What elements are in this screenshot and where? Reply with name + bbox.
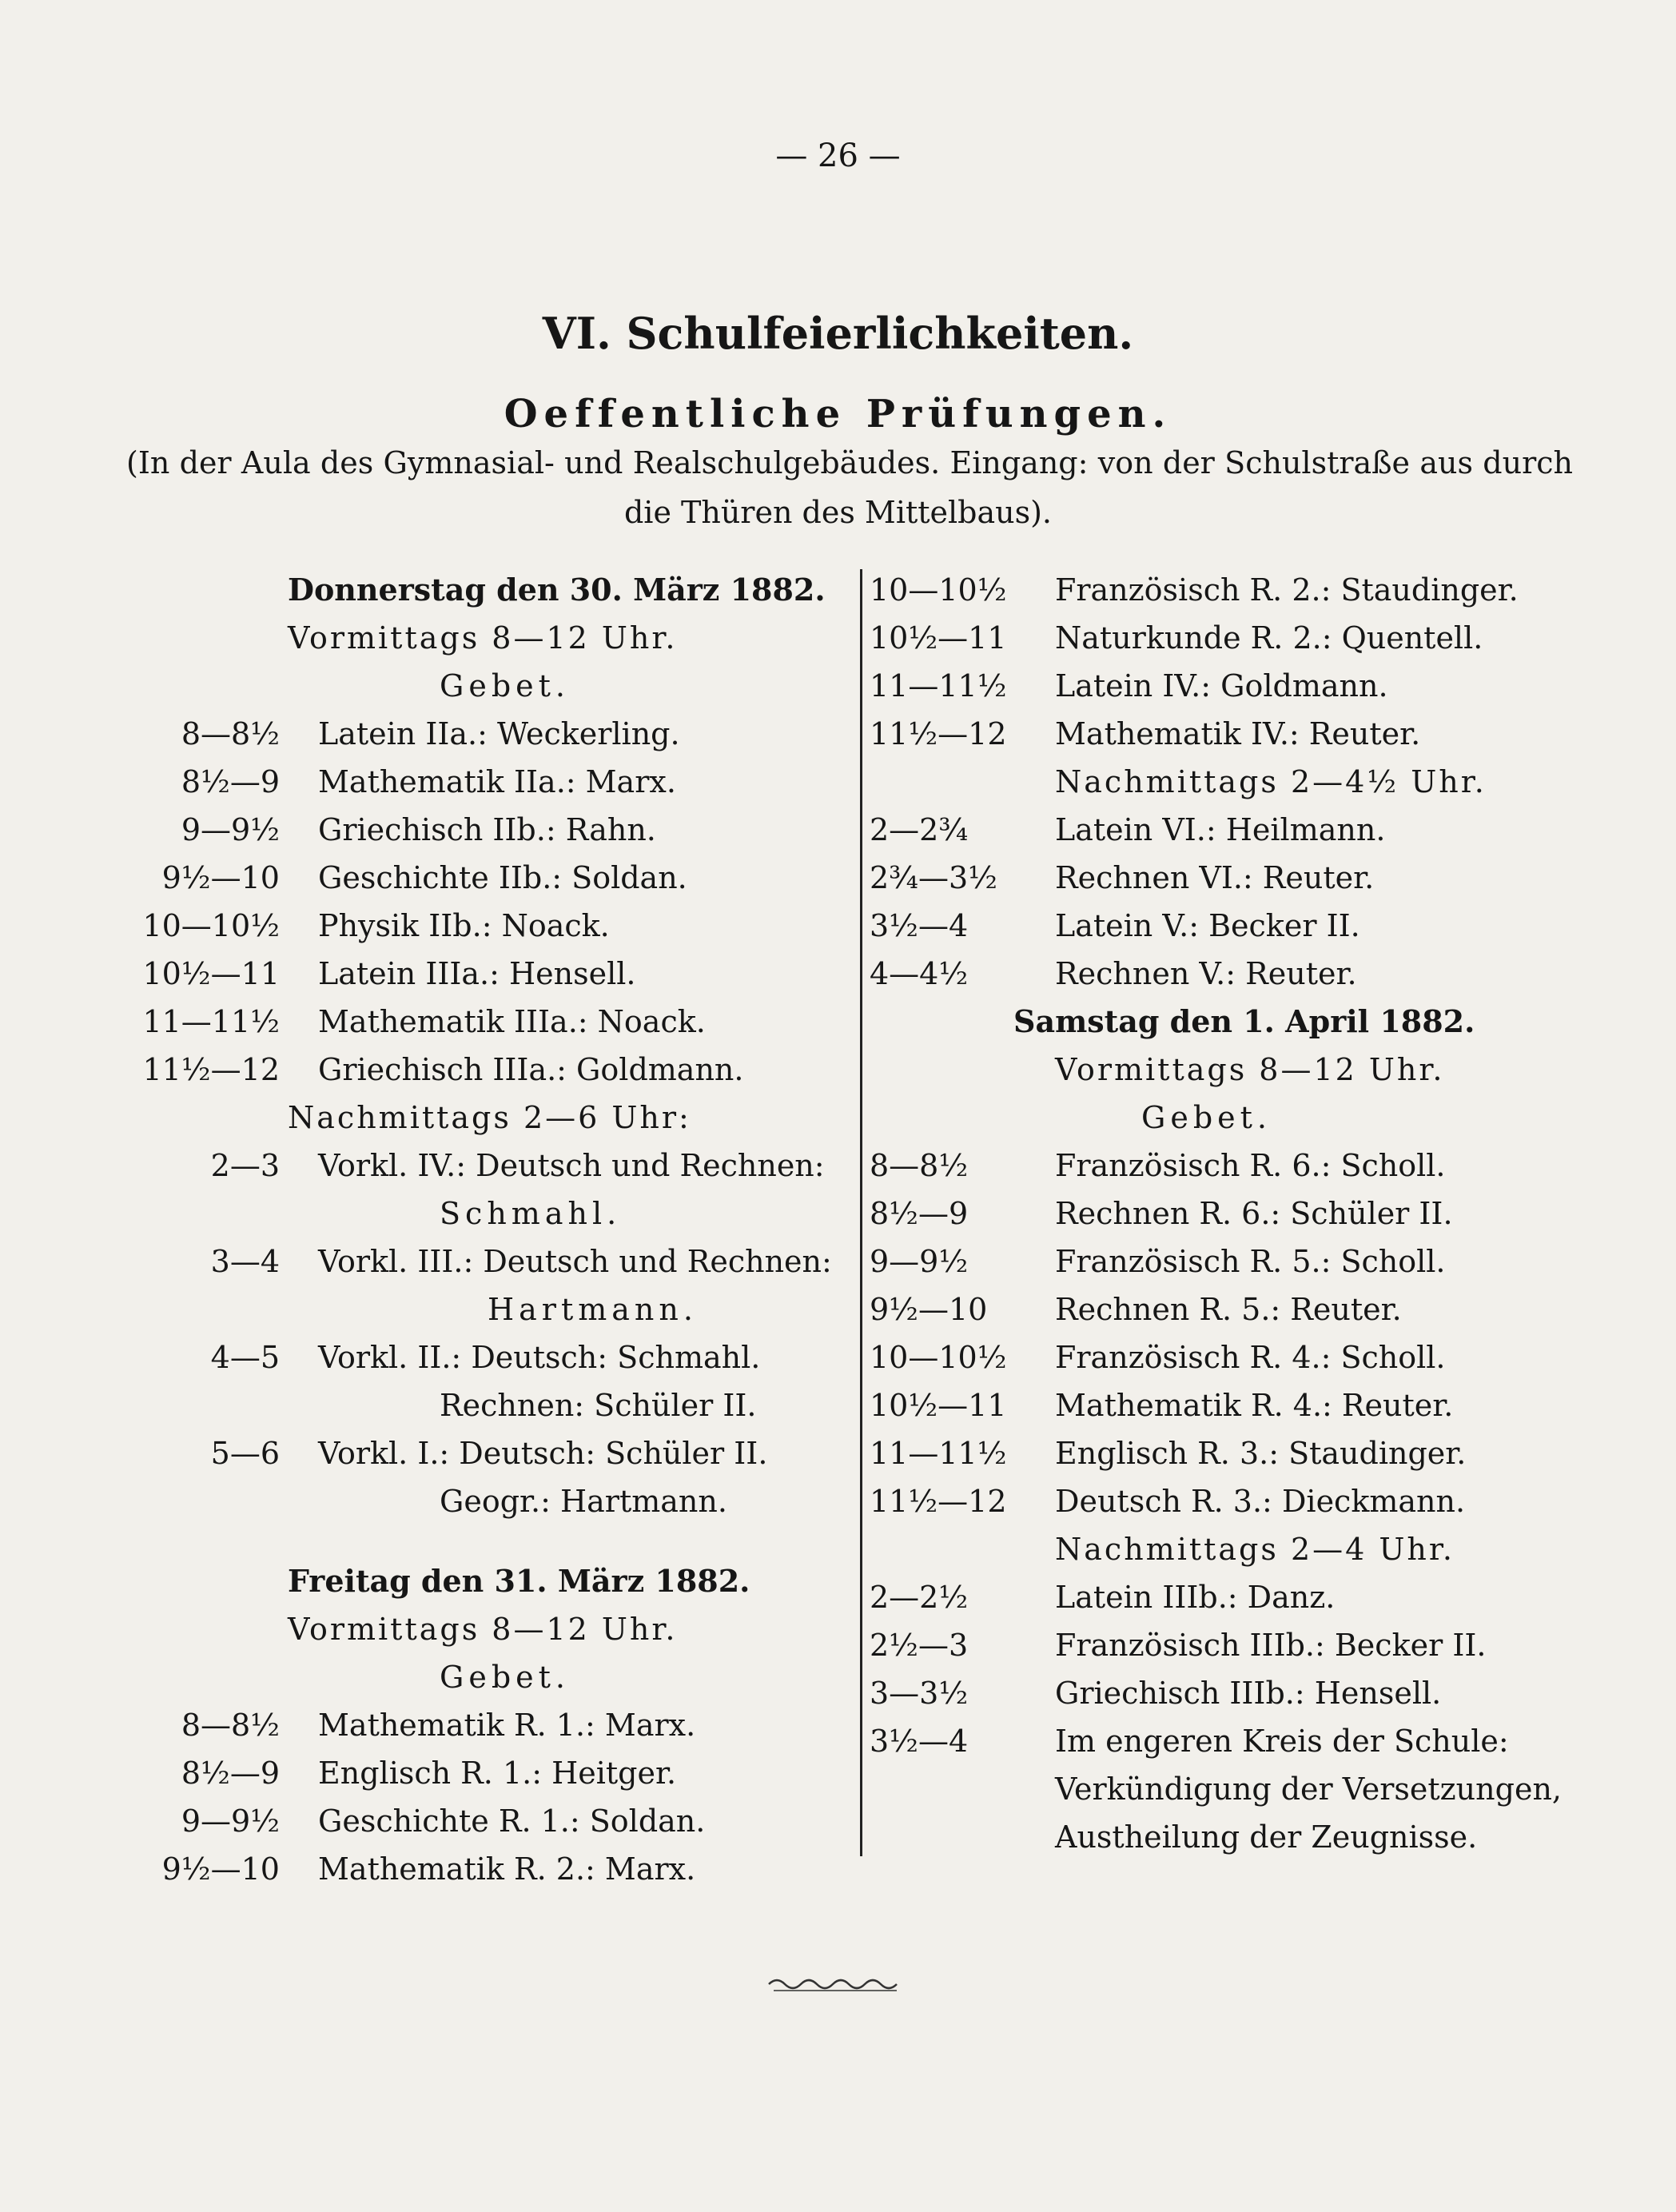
subject-examiner: Mathematik IIIa.: Noack. — [318, 1004, 706, 1039]
subject-examiner: Griechisch IIb.: Rahn. — [318, 812, 656, 847]
schedule-row — [870, 950, 1589, 998]
time-slot: 8—8½ — [870, 1148, 969, 1183]
time-slot: 11½—12 — [870, 1484, 1007, 1519]
schedule-row — [104, 1701, 847, 1749]
schedule-row — [104, 1046, 847, 1094]
time-slot: 2½—3 — [870, 1628, 969, 1663]
time-slot: 10½—11 — [142, 956, 280, 991]
column-divider — [860, 569, 862, 1856]
schedule-row — [104, 1797, 847, 1845]
schedule-row — [104, 854, 847, 902]
time-slot: 11½—12 — [870, 716, 1007, 751]
subject-examiner: Deutsch R. 3.: Dieckmann. — [1055, 1484, 1466, 1519]
subject-examiner: Rechnen R. 5.: Reuter. — [1055, 1292, 1402, 1327]
time-slot: 8½—9 — [181, 1756, 280, 1791]
right-column — [870, 566, 1589, 1861]
period-heading: Nachmittags 2—4½ Uhr. — [1055, 764, 1487, 799]
subject-examiner: Rechnen R. 6.: Schüler II. — [1055, 1196, 1453, 1231]
left-column — [104, 566, 847, 1893]
schedule-row — [870, 806, 1589, 854]
time-slot: 9—9½ — [181, 812, 280, 847]
time-slot: 9—9½ — [870, 1244, 969, 1279]
examiner-name: Geogr.: Hartmann. — [440, 1484, 727, 1519]
subject-examiner: Physik IIb.: Noack. — [318, 908, 610, 943]
section-title: VI. Schulfeierlichkeiten. — [542, 308, 1134, 359]
subject-examiner: Französisch IIIb.: Becker II. — [1055, 1628, 1487, 1663]
schedule-row — [104, 806, 847, 854]
time-slot: 2¾—3½ — [870, 860, 998, 895]
time-slot: 3½—4 — [870, 1724, 969, 1759]
schedule-row — [870, 1333, 1589, 1381]
time-slot: 11—11½ — [870, 1436, 1007, 1471]
examiner-name: Rechnen: Schüler II. — [440, 1388, 757, 1423]
subject-examiner: Geschichte R. 1.: Soldan. — [318, 1803, 706, 1839]
time-slot: 3—3½ — [870, 1676, 969, 1711]
subject-examiner: Französisch R. 2.: Staudinger. — [1055, 572, 1519, 608]
time-slot: 2—3 — [210, 1148, 280, 1183]
subject-examiner: Französisch R. 6.: Scholl. — [1055, 1148, 1446, 1183]
schedule-row-continuation — [870, 1765, 1589, 1813]
period-heading: Nachmittags 2—6 Uhr: — [288, 1100, 691, 1135]
time-slot: 10½—11 — [870, 1388, 1007, 1423]
prayer-heading: Gebet. — [1141, 1100, 1272, 1135]
subject-examiner: Mathematik IV.: Reuter. — [1055, 716, 1421, 751]
schedule-row — [870, 566, 1589, 614]
schedule-row — [104, 1749, 847, 1797]
schedule-row — [870, 1621, 1589, 1669]
schedule-row — [870, 614, 1589, 662]
subject-examiner: Griechisch IIIb.: Hensell. — [1055, 1676, 1442, 1711]
subject-examiner: Rechnen V.: Reuter. — [1055, 956, 1357, 991]
schedule-row — [870, 854, 1589, 902]
subject-examiner: Griechisch IIIa.: Goldmann. — [318, 1052, 744, 1087]
schedule-row — [870, 1669, 1589, 1717]
schedule-row — [104, 1429, 847, 1477]
subject-examiner: Geschichte IIb.: Soldan. — [318, 860, 687, 895]
time-slot: 8½—9 — [870, 1196, 969, 1231]
schedule-row-continuation — [104, 1477, 847, 1525]
time-slot: 2—2½ — [870, 1580, 969, 1615]
schedule-row-continuation — [104, 1381, 847, 1429]
schedule-note: Austheilung der Zeugnisse. — [1055, 1819, 1478, 1855]
subject-examiner: Latein IIa.: Weckerling. — [318, 716, 680, 751]
schedule-note: Verkündigung der Versetzungen, — [1055, 1772, 1562, 1807]
subject-examiner: Mathematik R. 4.: Reuter. — [1055, 1388, 1454, 1423]
subject-examiner: Im engeren Kreis der Schule: — [1055, 1724, 1509, 1759]
schedule-row — [104, 1238, 847, 1285]
examiner-name: Hartmann. — [488, 1292, 698, 1327]
schedule-row — [104, 1333, 847, 1381]
schedule-row — [104, 1142, 847, 1190]
time-slot: 8—8½ — [181, 716, 280, 751]
subject-examiner: Vorkl. I.: Deutsch: Schüler II. — [318, 1436, 768, 1471]
subject-examiner: Vorkl. II.: Deutsch: Schmahl. — [318, 1340, 761, 1375]
subject-examiner: Latein V.: Becker II. — [1055, 908, 1360, 943]
subject-examiner: Latein VI.: Heilmann. — [1055, 812, 1386, 847]
subject-examiner: Mathematik R. 2.: Marx. — [318, 1851, 696, 1887]
time-slot: 4—5 — [210, 1340, 280, 1375]
time-slot: 9½—10 — [161, 860, 280, 895]
time-slot: 4—4½ — [870, 956, 969, 991]
time-slot: 11—11½ — [870, 668, 1007, 703]
schedule-row — [870, 1190, 1589, 1238]
schedule-row — [870, 1477, 1589, 1525]
schedule-row — [870, 1429, 1589, 1477]
subject-examiner: Rechnen VI.: Reuter. — [1055, 860, 1375, 895]
time-slot: 8½—9 — [181, 764, 280, 799]
schedule-row — [870, 1142, 1589, 1190]
period-heading: Vormittags 8—12 Uhr. — [288, 620, 678, 656]
time-slot: 2—2¾ — [870, 812, 969, 847]
subject-examiner: Naturkunde R. 2.: Quentell. — [1055, 620, 1483, 656]
period-heading: Nachmittags 2—4 Uhr. — [1055, 1532, 1455, 1567]
schedule-row — [870, 662, 1589, 710]
time-slot: 9½—10 — [870, 1292, 988, 1327]
prayer-heading: Gebet. — [440, 668, 571, 703]
schedule-row-continuation — [104, 1190, 847, 1238]
day-heading-saturday: Samstag den 1. April 1882. — [1013, 1003, 1475, 1039]
subject-examiner: Mathematik IIa.: Marx. — [318, 764, 676, 799]
examiner-name: Schmahl. — [440, 1196, 622, 1231]
schedule-row — [104, 950, 847, 998]
period-heading: Vormittags 8—12 Uhr. — [288, 1612, 678, 1647]
time-slot: 5—6 — [210, 1436, 280, 1471]
page-number: — 26 — — [775, 138, 901, 174]
subject-examiner: Vorkl. III.: Deutsch und Rechnen: — [318, 1244, 832, 1279]
schedule-row — [104, 1845, 847, 1893]
schedule-row — [104, 902, 847, 950]
subject-examiner: Englisch R. 1.: Heitger. — [318, 1756, 677, 1791]
subject-examiner: Mathematik R. 1.: Marx. — [318, 1708, 696, 1743]
subject-examiner: Latein IIIa.: Hensell. — [318, 956, 636, 991]
location-note-line1: (In der Aula des Gymnasial- und Realschulgebäudes. Eingang: von der Schulstraße aus durch — [126, 445, 1573, 480]
day-heading-friday: Freitag den 31. März 1882. — [288, 1563, 750, 1599]
day-heading-thursday: Donnerstag den 30. März 1882. — [288, 572, 826, 608]
schedule-row-continuation — [104, 1285, 847, 1333]
subject-examiner: Latein IV.: Goldmann. — [1055, 668, 1388, 703]
time-slot: 10—10½ — [870, 1340, 1007, 1375]
sub-title: Oeffentliche Prüfungen. — [504, 392, 1172, 436]
subject-examiner: Latein IIIb.: Danz. — [1055, 1580, 1336, 1615]
time-slot: 8—8½ — [181, 1708, 280, 1743]
schedule-row — [104, 710, 847, 758]
subject-examiner: Französisch R. 5.: Scholl. — [1055, 1244, 1446, 1279]
schedule-row-continuation — [870, 1813, 1589, 1861]
ornament-flourish — [767, 1975, 903, 1994]
time-slot: 9—9½ — [181, 1803, 280, 1839]
time-slot: 11½—12 — [142, 1052, 280, 1087]
time-slot: 11—11½ — [142, 1004, 280, 1039]
schedule-row — [870, 1238, 1589, 1285]
schedule-row — [870, 1285, 1589, 1333]
schedule-row — [870, 1717, 1589, 1765]
schedule-row — [104, 758, 847, 806]
time-slot: 10—10½ — [870, 572, 1007, 608]
location-note-line2: die Thüren des Mittelbaus). — [623, 495, 1053, 530]
period-heading: Vormittags 8—12 Uhr. — [1055, 1052, 1445, 1087]
time-slot: 3—4 — [210, 1244, 280, 1279]
schedule-row — [870, 1573, 1589, 1621]
schedule-row — [870, 1381, 1589, 1429]
time-slot: 9½—10 — [161, 1851, 280, 1887]
subject-examiner: Englisch R. 3.: Staudinger. — [1055, 1436, 1467, 1471]
time-slot: 10½—11 — [870, 620, 1007, 656]
schedule-row — [870, 710, 1589, 758]
schedule-row — [870, 902, 1589, 950]
subject-examiner: Französisch R. 4.: Scholl. — [1055, 1340, 1446, 1375]
schedule-row — [104, 998, 847, 1046]
time-slot: 10—10½ — [142, 908, 280, 943]
prayer-heading: Gebet. — [440, 1660, 571, 1695]
subject-examiner: Vorkl. IV.: Deutsch und Rechnen: — [318, 1148, 825, 1183]
time-slot: 3½—4 — [870, 908, 969, 943]
